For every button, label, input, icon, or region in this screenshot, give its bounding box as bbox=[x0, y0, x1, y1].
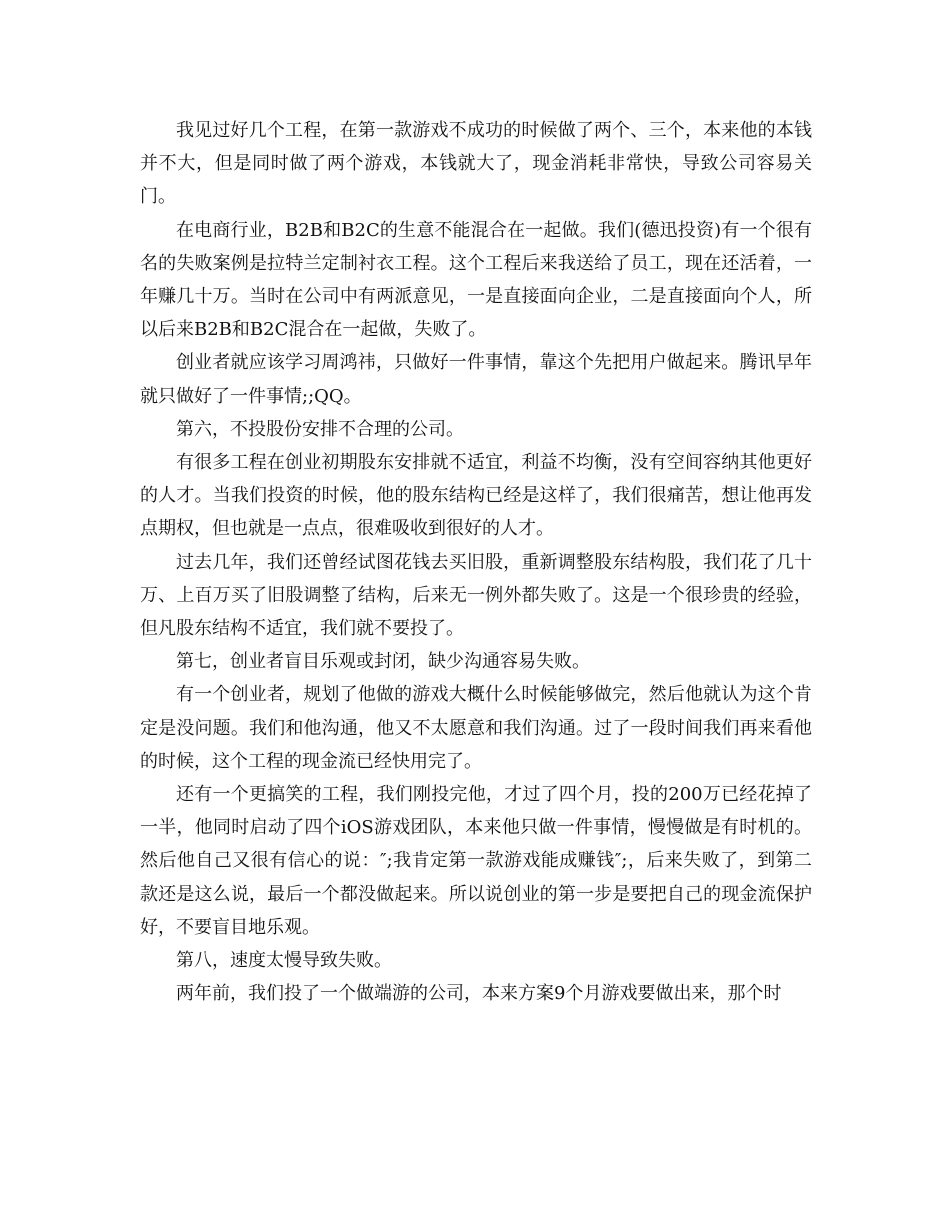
paragraph-2: 在电商行业，B2B和B2C的生意不能混合在一起做。我们(德迅投资)有一个很有名的失败案例是拉特兰定制衬衣工程。这个工程后来我送给了员工，现在还活着，一年赚几十万。当时在公司中有两派意见，一是直接面向企业，二是直接面向个人，所以后来B2B和B2C混合在一起做，失败了。 bbox=[140, 219, 812, 341]
section-heading-6: 第六，不投股份安排不合理的公司。 bbox=[176, 418, 464, 440]
paragraph-9: 还有一个更搞笑的工程，我们刚投完他，才过了四个月，投的200万已经花掉了一半，他同时启动了四个iOS游戏团队，本来他只做一件事情，慢慢做是有时机的。然后他自己又很有信心的说：″;我肯定第一款游戏能成赚钱″;，后来失败了，到第二款还是这么说，最后一个都没做起来。所以说创业的第一步是要把自己的现金流保护好，不要盲目地乐观。 bbox=[140, 784, 812, 938]
section-heading-8: 第八，速度太慢导致失败。 bbox=[176, 950, 392, 972]
paragraph-6: 过去几年，我们还曾经试图花钱去买旧股，重新调整股东结构股，我们花了几十万、上百万买了旧股调整了结构，后来无一例外都失败了。这是一个很珍贵的经验，但凡股东结构不适宜，我们就不要投了。 bbox=[140, 551, 812, 640]
section-heading-7: 第七，创业者盲目乐观或封闭，缺少沟通容易失败。 bbox=[176, 651, 590, 673]
document-body bbox=[140, 114, 812, 1010]
paragraph-5: 有很多工程在创业初期股东安排就不适宜，利益不均衡，没有空间容纳其他更好的人才。当我们投资的时候，他的股东结构已经是这样了，我们很痛苦，想让他再发点期权，但也就是一点点，很难吸收到很好的人才。 bbox=[140, 452, 812, 540]
paragraph-11: 两年前，我们投了一个做端游的公司，本来方案9个月游戏要做出来，那个时 bbox=[176, 983, 782, 1005]
paragraph-8: 有一个创业者，规划了他做的游戏大概什么时候能够做完，然后他就认为这个肯定是没问题。我们和他沟通，他又不太愿意和我们沟通。过了一段时间我们再来看他的时候，这个工程的现金流已经快用完了。 bbox=[140, 684, 812, 772]
paragraph-3: 创业者就应该学习周鸿祎，只做好一件事情，靠这个先把用户做起来。腾讯早年就只做好了一件事情;;QQ。 bbox=[140, 352, 812, 407]
paragraph-1: 我见过好几个工程，在第一款游戏不成功的时候做了两个、三个，本来他的本钱并不大，但是同时做了两个游戏，本钱就大了，现金消耗非常快，导致公司容易关门。 bbox=[140, 120, 812, 208]
